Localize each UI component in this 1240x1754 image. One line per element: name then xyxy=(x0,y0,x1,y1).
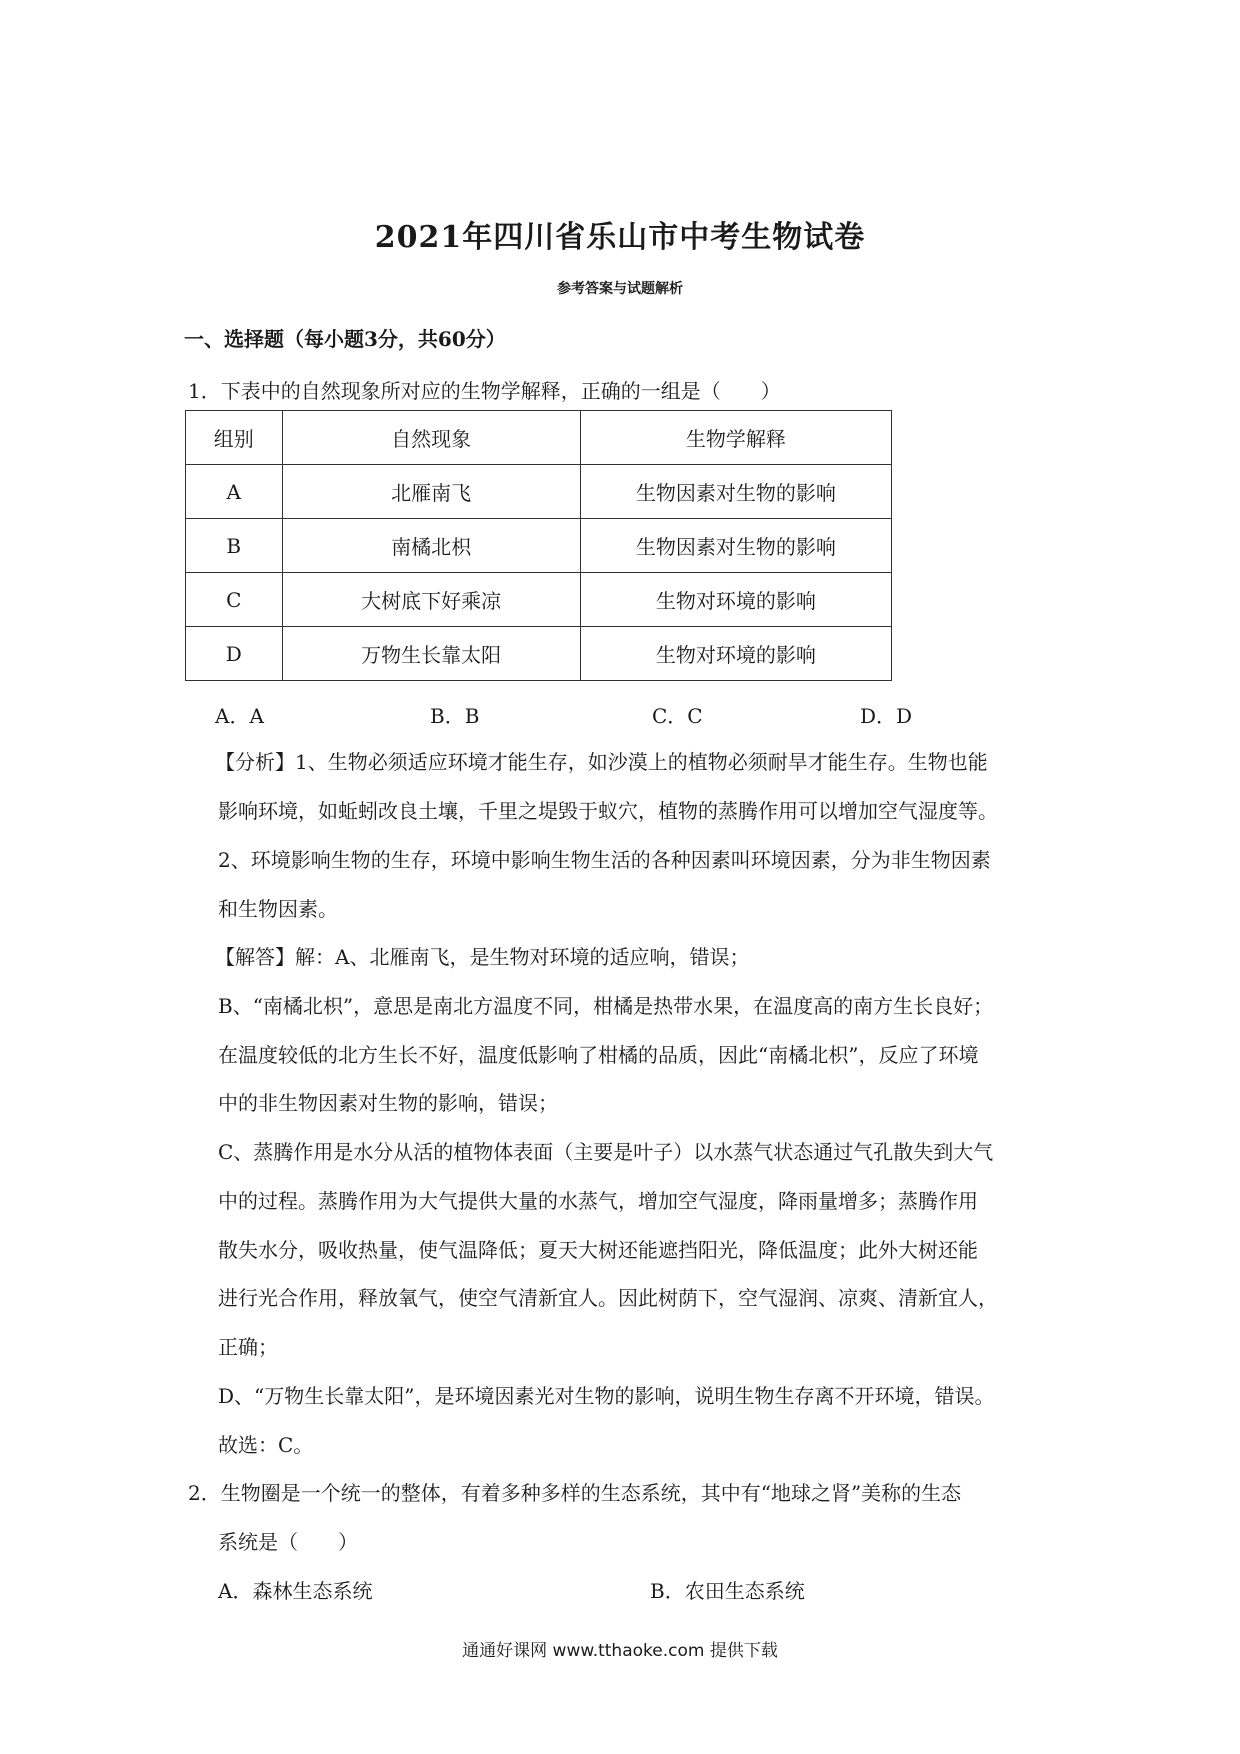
q1-table xyxy=(185,410,892,681)
analysis-line: 【分析】1、生物必须适应环境才能生存，如沙漠上的植物必须耐旱才能生存。生物也能 xyxy=(215,750,988,774)
table-cell: 万物生长靠太阳 xyxy=(282,627,580,681)
q2-stem-line: 系统是（ ） xyxy=(218,1530,358,1554)
table-header-row xyxy=(186,411,892,465)
q2-stem-line: 2．生物圈是一个统一的整体，有着多种多样的生态系统，其中有“地球之肾”美称的生态 xyxy=(188,1481,962,1505)
answer-line: C、蒸腾作用是水分从活的植物体表面（主要是叶子）以水蒸气状态通过气孔散失到大气 xyxy=(218,1140,994,1164)
table-cell: 生物因素对生物的影响 xyxy=(580,465,891,519)
answer-line: 在温度较低的北方生长不好，温度低影响了柑橘的品质，因此“南橘北枳”，反应了环境 xyxy=(218,1043,979,1067)
table-row xyxy=(186,573,892,627)
q1-option-c: C．C xyxy=(652,704,703,728)
page-title: 2021年四川省乐山市中考生物试卷 xyxy=(374,220,866,255)
answer-line: 中的非生物因素对生物的影响，错误； xyxy=(218,1091,558,1115)
table-row xyxy=(186,519,892,573)
q1-option-a: A．A xyxy=(215,704,264,728)
table-cell: B xyxy=(186,519,283,573)
table-cell: 生物对环境的影响 xyxy=(580,627,891,681)
table-cell: 生物对环境的影响 xyxy=(580,573,891,627)
q2-option-b: B．农田生态系统 xyxy=(650,1579,805,1603)
section-heading: 一、选择题（每小题3分，共60分） xyxy=(184,327,506,351)
answer-line: D、“万物生长靠太阳”，是环境因素光对生物的影响，说明生物生存离不开环境，错误。 xyxy=(218,1384,995,1408)
answer-line: 散失水分，吸收热量，使气温降低；夏天大树还能遮挡阳光，降低温度；此外大树还能 xyxy=(218,1238,978,1262)
answer-line: 进行光合作用，释放氧气，使空气清新宜人。因此树荫下，空气湿润、凉爽、清新宜人， xyxy=(218,1286,998,1310)
analysis-line: 2、环境影响生物的生存，环境中影响生物生活的各种因素叫环境因素，分为非生物因素 xyxy=(218,848,991,872)
table-cell: 南橘北枳 xyxy=(282,519,580,573)
q1-option-d: D．D xyxy=(860,704,913,728)
analysis-line: 和生物因素。 xyxy=(218,897,338,921)
table-row xyxy=(186,465,892,519)
table-header: 生物学解释 xyxy=(580,411,891,465)
page-subtitle: 参考答案与试题解析 xyxy=(557,281,683,297)
table-header: 自然现象 xyxy=(282,411,580,465)
q1-option-b: B．B xyxy=(430,704,480,728)
answer-line: 中的过程。蒸腾作用为大气提供大量的水蒸气，增加空气湿度，降雨量增多；蒸腾作用 xyxy=(218,1189,978,1213)
answer-line: 正确； xyxy=(218,1335,278,1359)
analysis-line: 影响环境，如蚯蚓改良土壤，千里之堤毁于蚁穴，植物的蒸腾作用可以增加空气湿度等。 xyxy=(218,799,998,823)
table-row xyxy=(186,627,892,681)
table-cell: 生物因素对生物的影响 xyxy=(580,519,891,573)
table-cell: 大树底下好乘凉 xyxy=(282,573,580,627)
table-cell: D xyxy=(186,627,283,681)
table-header: 组别 xyxy=(186,411,283,465)
table-cell: A xyxy=(186,465,283,519)
answer-line: 【解答】解：A、北雁南飞，是生物对环境的适应响，错误； xyxy=(215,945,750,969)
q1-stem: 1．下表中的自然现象所对应的生物学解释，正确的一组是（ ） xyxy=(188,379,781,403)
answer-line: B、“南橘北枳”，意思是南北方温度不同，柑橘是热带水果，在温度高的南方生长良好； xyxy=(218,994,994,1018)
page-footer: 通通好课网 www.tthaoke.com 提供下载 xyxy=(462,1641,778,1661)
table-cell: C xyxy=(186,573,283,627)
table-cell: 北雁南飞 xyxy=(282,465,580,519)
answer-line: 故选：C。 xyxy=(218,1433,314,1457)
q2-option-a: A．森林生态系统 xyxy=(218,1579,373,1603)
